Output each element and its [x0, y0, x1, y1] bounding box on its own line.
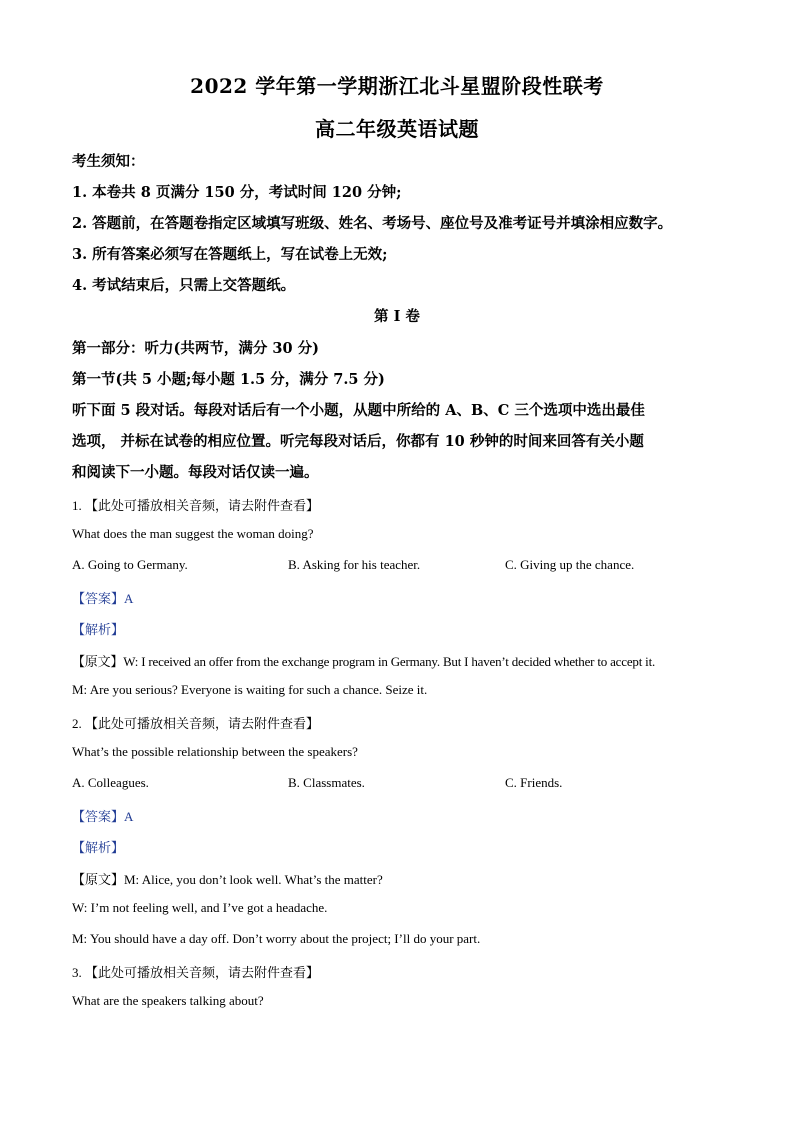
q1-option-c: C. Giving up the chance.: [505, 557, 635, 572]
notice-item-4: 4. 考试结束后，只需上交答题纸。: [72, 277, 296, 294]
q2-answer: 【答案】A: [72, 809, 134, 824]
exam-subtitle: 高二年级英语试题: [315, 117, 479, 141]
volume-heading: 第 I 卷: [374, 308, 420, 325]
instruction-line-2: 选项， 并标在试卷的相应位置。听完每段对话后，你都有 10 秒钟的时间来回答有关小题: [72, 433, 644, 450]
q1-transcript-line-2: M: Are you serious? Everyone is waiting for such a chance. Seize it.: [72, 682, 428, 697]
q1-question: What does the man suggest the woman doing?: [72, 526, 314, 541]
q2-option-a: A. Colleagues.: [72, 775, 149, 790]
section-heading: 第一节(共 5 小题;每小题 1.5 分，满分 7.5 分): [72, 371, 385, 388]
q1-answer: 【答案】A: [72, 591, 134, 606]
q2-option-c: C. Friends.: [505, 775, 563, 790]
notice-item-2: 2. 答题前，在答题卷指定区域填写班级、姓名、考场号、座位号及准考证号并填涂相应数字。: [72, 215, 673, 232]
q1-option-b: B. Asking for his teacher.: [288, 557, 421, 572]
instruction-line-1: 听下面 5 段对话。每段对话后有一个小题，从题中所给的 A、B、C 三个选项中选出最佳: [72, 402, 645, 419]
q2-analysis: 【解析】: [72, 840, 125, 855]
notice-item-1: 1. 本卷共 8 页满分 150 分，考试时间 120 分钟;: [72, 184, 402, 201]
part-heading: 第一部分：听力(共两节，满分 30 分): [72, 340, 319, 357]
q3-question: What are the speakers talking about?: [72, 993, 264, 1008]
q1-transcript-line-1: 【原文】W: I received an offer from the exchange program in Germany. But I haven’t decided whether to accept it.: [72, 654, 656, 669]
q2-transcript-line-3: M: You should have a day off. Don’t worry about the project; I’ll do your part.: [72, 931, 481, 946]
q1-audio-prompt[interactable]: 1. 【此处可播放相关音频，请去附件查看】: [72, 498, 320, 513]
notice-item-3: 3. 所有答案必须写在答题纸上，写在试卷上无效;: [72, 246, 388, 263]
q2-transcript-line-1: 【原文】M: Alice, you don’t look well. What’s the matter?: [72, 872, 383, 887]
q3-audio-prompt[interactable]: 3. 【此处可播放相关音频，请去附件查看】: [72, 965, 320, 980]
q2-question: What’s the possible relationship between the speakers?: [72, 744, 358, 759]
q2-audio-prompt[interactable]: 2. 【此处可播放相关音频，请去附件查看】: [72, 716, 320, 731]
instruction-line-3: 和阅读下一小题。每段对话仅读一遍。: [72, 464, 319, 481]
q1-analysis: 【解析】: [72, 622, 125, 637]
q2-option-b: B. Classmates.: [288, 775, 365, 790]
q2-transcript-line-2: W: I’m not feeling well, and I’ve got a headache.: [72, 900, 328, 915]
exam-title: 2022 学年第一学期浙江北斗星盟阶段性联考: [190, 74, 604, 98]
notice-heading: 考生须知：: [72, 153, 145, 170]
q1-option-a: A. Going to Germany.: [72, 557, 188, 572]
